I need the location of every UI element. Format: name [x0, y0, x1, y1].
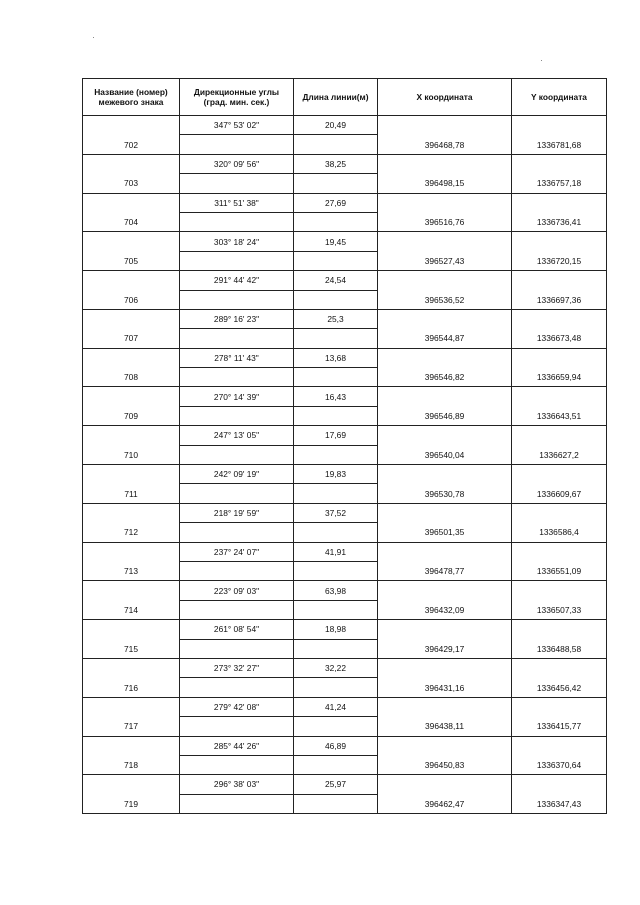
marker-name-cell: 716: [83, 678, 180, 697]
directional-angle-cell: 218° 19' 59": [180, 503, 294, 522]
directional-angle-cell: 270° 14' 39": [180, 387, 294, 406]
marker-name-cell: [83, 426, 180, 445]
line-length-cell: 37,52: [294, 503, 378, 522]
segment-row: [83, 542, 607, 561]
y-coordinate-cell: [512, 387, 607, 406]
marker-name-cell: [83, 658, 180, 677]
directional-angle-cell: [180, 368, 294, 387]
segment-row: [83, 387, 607, 406]
line-length-cell: [294, 212, 378, 231]
marker-name-cell: [83, 348, 180, 367]
segment-row: [83, 775, 607, 794]
line-length-cell: 41,91: [294, 542, 378, 561]
directional-angle-cell: [180, 523, 294, 542]
line-length-cell: 63,98: [294, 581, 378, 600]
y-coordinate-cell: [512, 426, 607, 445]
point-row: [83, 717, 607, 736]
segment-row: [83, 116, 607, 135]
y-coordinate-cell: [512, 775, 607, 794]
x-coordinate-cell: [378, 232, 512, 251]
marker-name-cell: 718: [83, 755, 180, 774]
point-row: [83, 251, 607, 270]
header-directional-angle: Дирекционные углы (град. мин. сек.): [180, 79, 294, 116]
line-length-cell: 16,43: [294, 387, 378, 406]
segment-row: [83, 193, 607, 212]
y-coordinate-cell: 1336757,18: [512, 174, 607, 193]
x-coordinate-cell: [378, 465, 512, 484]
marker-name-cell: [83, 116, 180, 135]
directional-angle-cell: [180, 678, 294, 697]
x-coordinate-cell: [378, 542, 512, 561]
directional-angle-cell: [180, 717, 294, 736]
line-length-cell: [294, 794, 378, 813]
y-coordinate-cell: 1336673,48: [512, 329, 607, 348]
y-coordinate-cell: 1336697,36: [512, 290, 607, 309]
point-row: [83, 329, 607, 348]
y-coordinate-cell: 1336347,43: [512, 794, 607, 813]
marker-name-cell: [83, 620, 180, 639]
y-coordinate-cell: [512, 581, 607, 600]
line-length-cell: 25,3: [294, 309, 378, 328]
directional-angle-cell: 289° 16' 23": [180, 309, 294, 328]
x-coordinate-cell: 396546,82: [378, 368, 512, 387]
marker-name-cell: 705: [83, 251, 180, 270]
marker-name-cell: [83, 775, 180, 794]
point-row: [83, 755, 607, 774]
point-row: [83, 368, 607, 387]
marker-name-cell: [83, 309, 180, 328]
directional-angle-cell: [180, 174, 294, 193]
y-coordinate-cell: 1336781,68: [512, 135, 607, 154]
segment-row: [83, 736, 607, 755]
segment-row: [83, 426, 607, 445]
x-coordinate-cell: [378, 658, 512, 677]
line-length-cell: 41,24: [294, 697, 378, 716]
directional-angle-cell: 320° 09' 56": [180, 154, 294, 173]
line-length-cell: 19,45: [294, 232, 378, 251]
line-length-cell: [294, 678, 378, 697]
point-row: [83, 174, 607, 193]
segment-row: [83, 503, 607, 522]
segment-row: [83, 697, 607, 716]
x-coordinate-cell: [378, 271, 512, 290]
directional-angle-cell: [180, 639, 294, 658]
directional-angle-cell: 237° 24' 07": [180, 542, 294, 561]
directional-angle-cell: 291° 44' 42": [180, 271, 294, 290]
line-length-cell: [294, 484, 378, 503]
marker-name-cell: [83, 465, 180, 484]
x-coordinate-cell: 396432,09: [378, 600, 512, 619]
x-coordinate-cell: [378, 775, 512, 794]
marker-name-cell: 713: [83, 561, 180, 580]
directional-angle-cell: 242° 09' 19": [180, 465, 294, 484]
x-coordinate-cell: 396540,04: [378, 445, 512, 464]
marker-name-cell: 717: [83, 717, 180, 736]
x-coordinate-cell: 396546,89: [378, 406, 512, 425]
directional-angle-cell: [180, 755, 294, 774]
x-coordinate-cell: 396530,78: [378, 484, 512, 503]
y-coordinate-cell: 1336627,2: [512, 445, 607, 464]
x-coordinate-cell: [378, 426, 512, 445]
y-coordinate-cell: [512, 193, 607, 212]
point-row: [83, 484, 607, 503]
scan-speck: [93, 37, 94, 38]
y-coordinate-cell: 1336370,64: [512, 755, 607, 774]
y-coordinate-cell: [512, 154, 607, 173]
directional-angle-cell: 311° 51' 38": [180, 193, 294, 212]
marker-name-cell: 709: [83, 406, 180, 425]
y-coordinate-cell: 1336609,67: [512, 484, 607, 503]
y-coordinate-cell: [512, 116, 607, 135]
marker-name-cell: [83, 542, 180, 561]
directional-angle-cell: [180, 600, 294, 619]
line-length-cell: 24,54: [294, 271, 378, 290]
marker-name-cell: 707: [83, 329, 180, 348]
y-coordinate-cell: [512, 348, 607, 367]
boundary-table-sheet: [82, 78, 606, 814]
marker-name-cell: 719: [83, 794, 180, 813]
point-row: [83, 445, 607, 464]
y-coordinate-cell: 1336643,51: [512, 406, 607, 425]
segment-row: [83, 620, 607, 639]
marker-name-cell: [83, 736, 180, 755]
marker-name-cell: 704: [83, 212, 180, 231]
directional-angle-cell: [180, 445, 294, 464]
y-coordinate-cell: 1336736,41: [512, 212, 607, 231]
segment-row: [83, 658, 607, 677]
y-coordinate-cell: [512, 620, 607, 639]
x-coordinate-cell: [378, 387, 512, 406]
y-coordinate-cell: 1336456,42: [512, 678, 607, 697]
boundary-coordinates-table: [82, 78, 607, 814]
directional-angle-cell: 261° 08' 54": [180, 620, 294, 639]
point-row: [83, 561, 607, 580]
line-length-cell: [294, 561, 378, 580]
line-length-cell: 32,22: [294, 658, 378, 677]
directional-angle-cell: 303° 18' 24": [180, 232, 294, 251]
segment-row: [83, 232, 607, 251]
directional-angle-cell: [180, 484, 294, 503]
line-length-cell: [294, 135, 378, 154]
x-coordinate-cell: [378, 736, 512, 755]
x-coordinate-cell: [378, 116, 512, 135]
directional-angle-cell: [180, 135, 294, 154]
y-coordinate-cell: [512, 736, 607, 755]
directional-angle-cell: [180, 212, 294, 231]
table-body: [83, 116, 607, 814]
line-length-cell: [294, 445, 378, 464]
marker-name-cell: [83, 697, 180, 716]
marker-name-cell: [83, 581, 180, 600]
point-row: [83, 523, 607, 542]
header-x-coordinate: X координата: [378, 79, 512, 116]
directional-angle-cell: 347° 53' 02": [180, 116, 294, 135]
line-length-cell: [294, 717, 378, 736]
segment-row: [83, 271, 607, 290]
directional-angle-cell: [180, 290, 294, 309]
segment-row: [83, 581, 607, 600]
line-length-cell: [294, 755, 378, 774]
x-coordinate-cell: 396431,16: [378, 678, 512, 697]
y-coordinate-cell: 1336720,15: [512, 251, 607, 270]
line-length-cell: 19,83: [294, 465, 378, 484]
directional-angle-cell: [180, 794, 294, 813]
x-coordinate-cell: 396462,47: [378, 794, 512, 813]
x-coordinate-cell: [378, 193, 512, 212]
x-coordinate-cell: 396498,15: [378, 174, 512, 193]
x-coordinate-cell: [378, 581, 512, 600]
y-coordinate-cell: [512, 503, 607, 522]
point-row: [83, 678, 607, 697]
x-coordinate-cell: 396478,77: [378, 561, 512, 580]
marker-name-cell: 702: [83, 135, 180, 154]
header-line-length: Длина линии(м): [294, 79, 378, 116]
line-length-cell: [294, 174, 378, 193]
y-coordinate-cell: [512, 309, 607, 328]
line-length-cell: 20,49: [294, 116, 378, 135]
y-coordinate-cell: [512, 271, 607, 290]
x-coordinate-cell: 396501,35: [378, 523, 512, 542]
marker-name-cell: [83, 503, 180, 522]
line-length-cell: [294, 600, 378, 619]
line-length-cell: 25,97: [294, 775, 378, 794]
x-coordinate-cell: 396544,87: [378, 329, 512, 348]
directional-angle-cell: [180, 329, 294, 348]
line-length-cell: [294, 639, 378, 658]
line-length-cell: 13,68: [294, 348, 378, 367]
point-row: [83, 212, 607, 231]
segment-row: [83, 154, 607, 173]
point-row: [83, 639, 607, 658]
marker-name-cell: 708: [83, 368, 180, 387]
point-row: [83, 406, 607, 425]
x-coordinate-cell: [378, 348, 512, 367]
directional-angle-cell: 247° 13' 05": [180, 426, 294, 445]
line-length-cell: 27,69: [294, 193, 378, 212]
directional-angle-cell: 273° 32' 27": [180, 658, 294, 677]
x-coordinate-cell: 396438,11: [378, 717, 512, 736]
marker-name-cell: [83, 387, 180, 406]
x-coordinate-cell: [378, 697, 512, 716]
table-header-row: [83, 79, 607, 116]
marker-name-cell: [83, 271, 180, 290]
x-coordinate-cell: [378, 620, 512, 639]
y-coordinate-cell: [512, 658, 607, 677]
line-length-cell: [294, 251, 378, 270]
line-length-cell: 38,25: [294, 154, 378, 173]
directional-angle-cell: 279° 42' 08": [180, 697, 294, 716]
y-coordinate-cell: 1336659,94: [512, 368, 607, 387]
directional-angle-cell: 285° 44' 26": [180, 736, 294, 755]
x-coordinate-cell: 396429,17: [378, 639, 512, 658]
marker-name-cell: 715: [83, 639, 180, 658]
marker-name-cell: [83, 154, 180, 173]
y-coordinate-cell: 1336415,77: [512, 717, 607, 736]
line-length-cell: [294, 368, 378, 387]
segment-row: [83, 309, 607, 328]
marker-name-cell: [83, 193, 180, 212]
segment-row: [83, 465, 607, 484]
marker-name-cell: 712: [83, 523, 180, 542]
scan-speck: [541, 60, 542, 61]
directional-angle-cell: [180, 561, 294, 580]
line-length-cell: 18,98: [294, 620, 378, 639]
line-length-cell: 17,69: [294, 426, 378, 445]
point-row: [83, 600, 607, 619]
point-row: [83, 794, 607, 813]
directional-angle-cell: 223° 09' 03": [180, 581, 294, 600]
y-coordinate-cell: [512, 465, 607, 484]
x-coordinate-cell: 396516,76: [378, 212, 512, 231]
x-coordinate-cell: 396468,78: [378, 135, 512, 154]
marker-name-cell: 714: [83, 600, 180, 619]
line-length-cell: [294, 290, 378, 309]
header-y-coordinate: Y координата: [512, 79, 607, 116]
header-marker-name: Название (номер) межевого знака: [83, 79, 180, 116]
marker-name-cell: 711: [83, 484, 180, 503]
marker-name-cell: 710: [83, 445, 180, 464]
y-coordinate-cell: [512, 542, 607, 561]
point-row: [83, 135, 607, 154]
marker-name-cell: 703: [83, 174, 180, 193]
point-row: [83, 290, 607, 309]
x-coordinate-cell: 396450,83: [378, 755, 512, 774]
y-coordinate-cell: 1336507,33: [512, 600, 607, 619]
directional-angle-cell: [180, 251, 294, 270]
y-coordinate-cell: 1336586,4: [512, 523, 607, 542]
marker-name-cell: [83, 232, 180, 251]
x-coordinate-cell: 396536,52: [378, 290, 512, 309]
directional-angle-cell: [180, 406, 294, 425]
directional-angle-cell: 296° 38' 03": [180, 775, 294, 794]
directional-angle-cell: 278° 11' 43": [180, 348, 294, 367]
x-coordinate-cell: [378, 503, 512, 522]
y-coordinate-cell: [512, 697, 607, 716]
x-coordinate-cell: [378, 154, 512, 173]
x-coordinate-cell: [378, 309, 512, 328]
y-coordinate-cell: 1336551,09: [512, 561, 607, 580]
marker-name-cell: 706: [83, 290, 180, 309]
segment-row: [83, 348, 607, 367]
line-length-cell: [294, 406, 378, 425]
line-length-cell: [294, 523, 378, 542]
y-coordinate-cell: [512, 232, 607, 251]
line-length-cell: [294, 329, 378, 348]
x-coordinate-cell: 396527,43: [378, 251, 512, 270]
line-length-cell: 46,89: [294, 736, 378, 755]
y-coordinate-cell: 1336488,58: [512, 639, 607, 658]
